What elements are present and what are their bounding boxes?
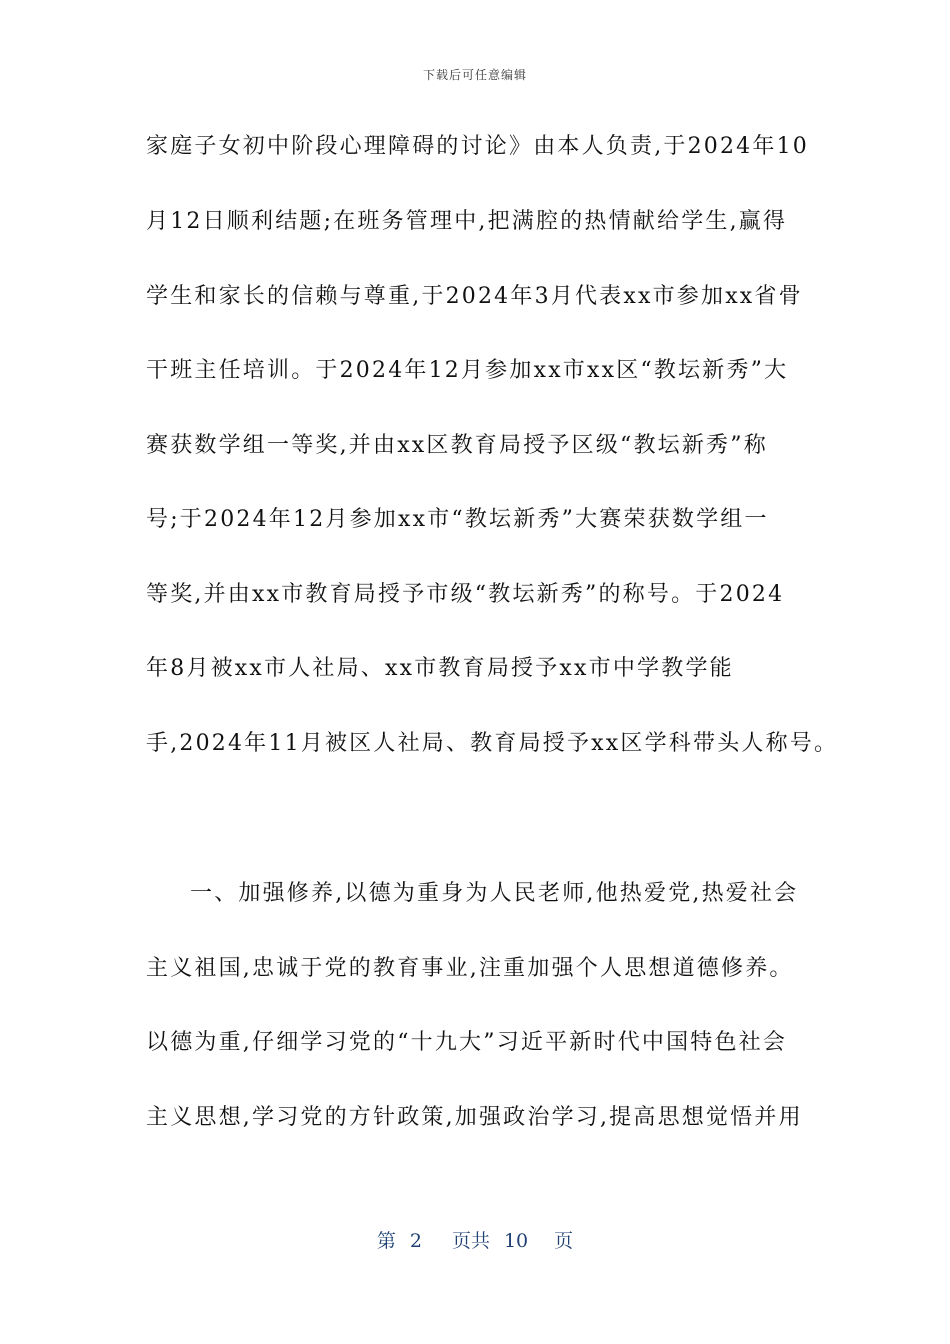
paragraph-line: 手,2024年11月被区人社局、教育局授予xx区学科带头人称号。	[146, 731, 839, 756]
section-heading-line: 一、加强修养,以德为重身为人民老师,他热爱党,热爱社会	[190, 881, 799, 906]
footer-page-suffix: 页	[554, 1230, 574, 1252]
paragraph-line: 学生和家长的信赖与尊重,于2024年3月代表xx市参加xx省骨	[146, 284, 803, 309]
page-header-note: 下载后可任意编辑	[422, 68, 527, 82]
page-footer	[0, 1226, 950, 1253]
paragraph-line: 赛获数学组一等奖,并由xx区教育局授予区级“教坛新秀”称	[146, 433, 768, 458]
paragraph-line: 主义祖国,忠诚于党的教育事业,注重加强个人思想道德修养。	[146, 956, 794, 981]
paragraph-line: 等奖,并由xx市教育局授予市级“教坛新秀”的称号。于2024	[146, 582, 785, 607]
footer-page-number: 2	[409, 1230, 422, 1252]
paragraph-line: 家庭子女初中阶段心理障碍的讨论》由本人负责,于2024年10	[146, 134, 809, 159]
footer-total-pages: 10	[503, 1230, 529, 1252]
footer-page-prefix: 第	[376, 1230, 396, 1252]
paragraph-line: 年8月被xx市人社局、xx市教育局授予xx市中学教学能	[146, 656, 734, 681]
paragraph-line: 干班主任培训。于2024年12月参加xx市xx区“教坛新秀”大	[146, 358, 789, 383]
paragraph-line: 月12日顺利结题;在班务管理中,把满腔的热情献给学生,赢得	[146, 209, 788, 234]
paragraph-line: 主义思想,学习党的方针政策,加强政治学习,提高思想觉悟并用	[146, 1105, 803, 1130]
paragraph-line: 以德为重,仔细学习党的“十九大”习近平新时代中国特色社会	[146, 1030, 788, 1055]
paragraph-line: 号;于2024年12月参加xx市“教坛新秀”大赛荣获数学组一	[146, 507, 769, 532]
footer-page-middle: 页共	[451, 1230, 490, 1252]
